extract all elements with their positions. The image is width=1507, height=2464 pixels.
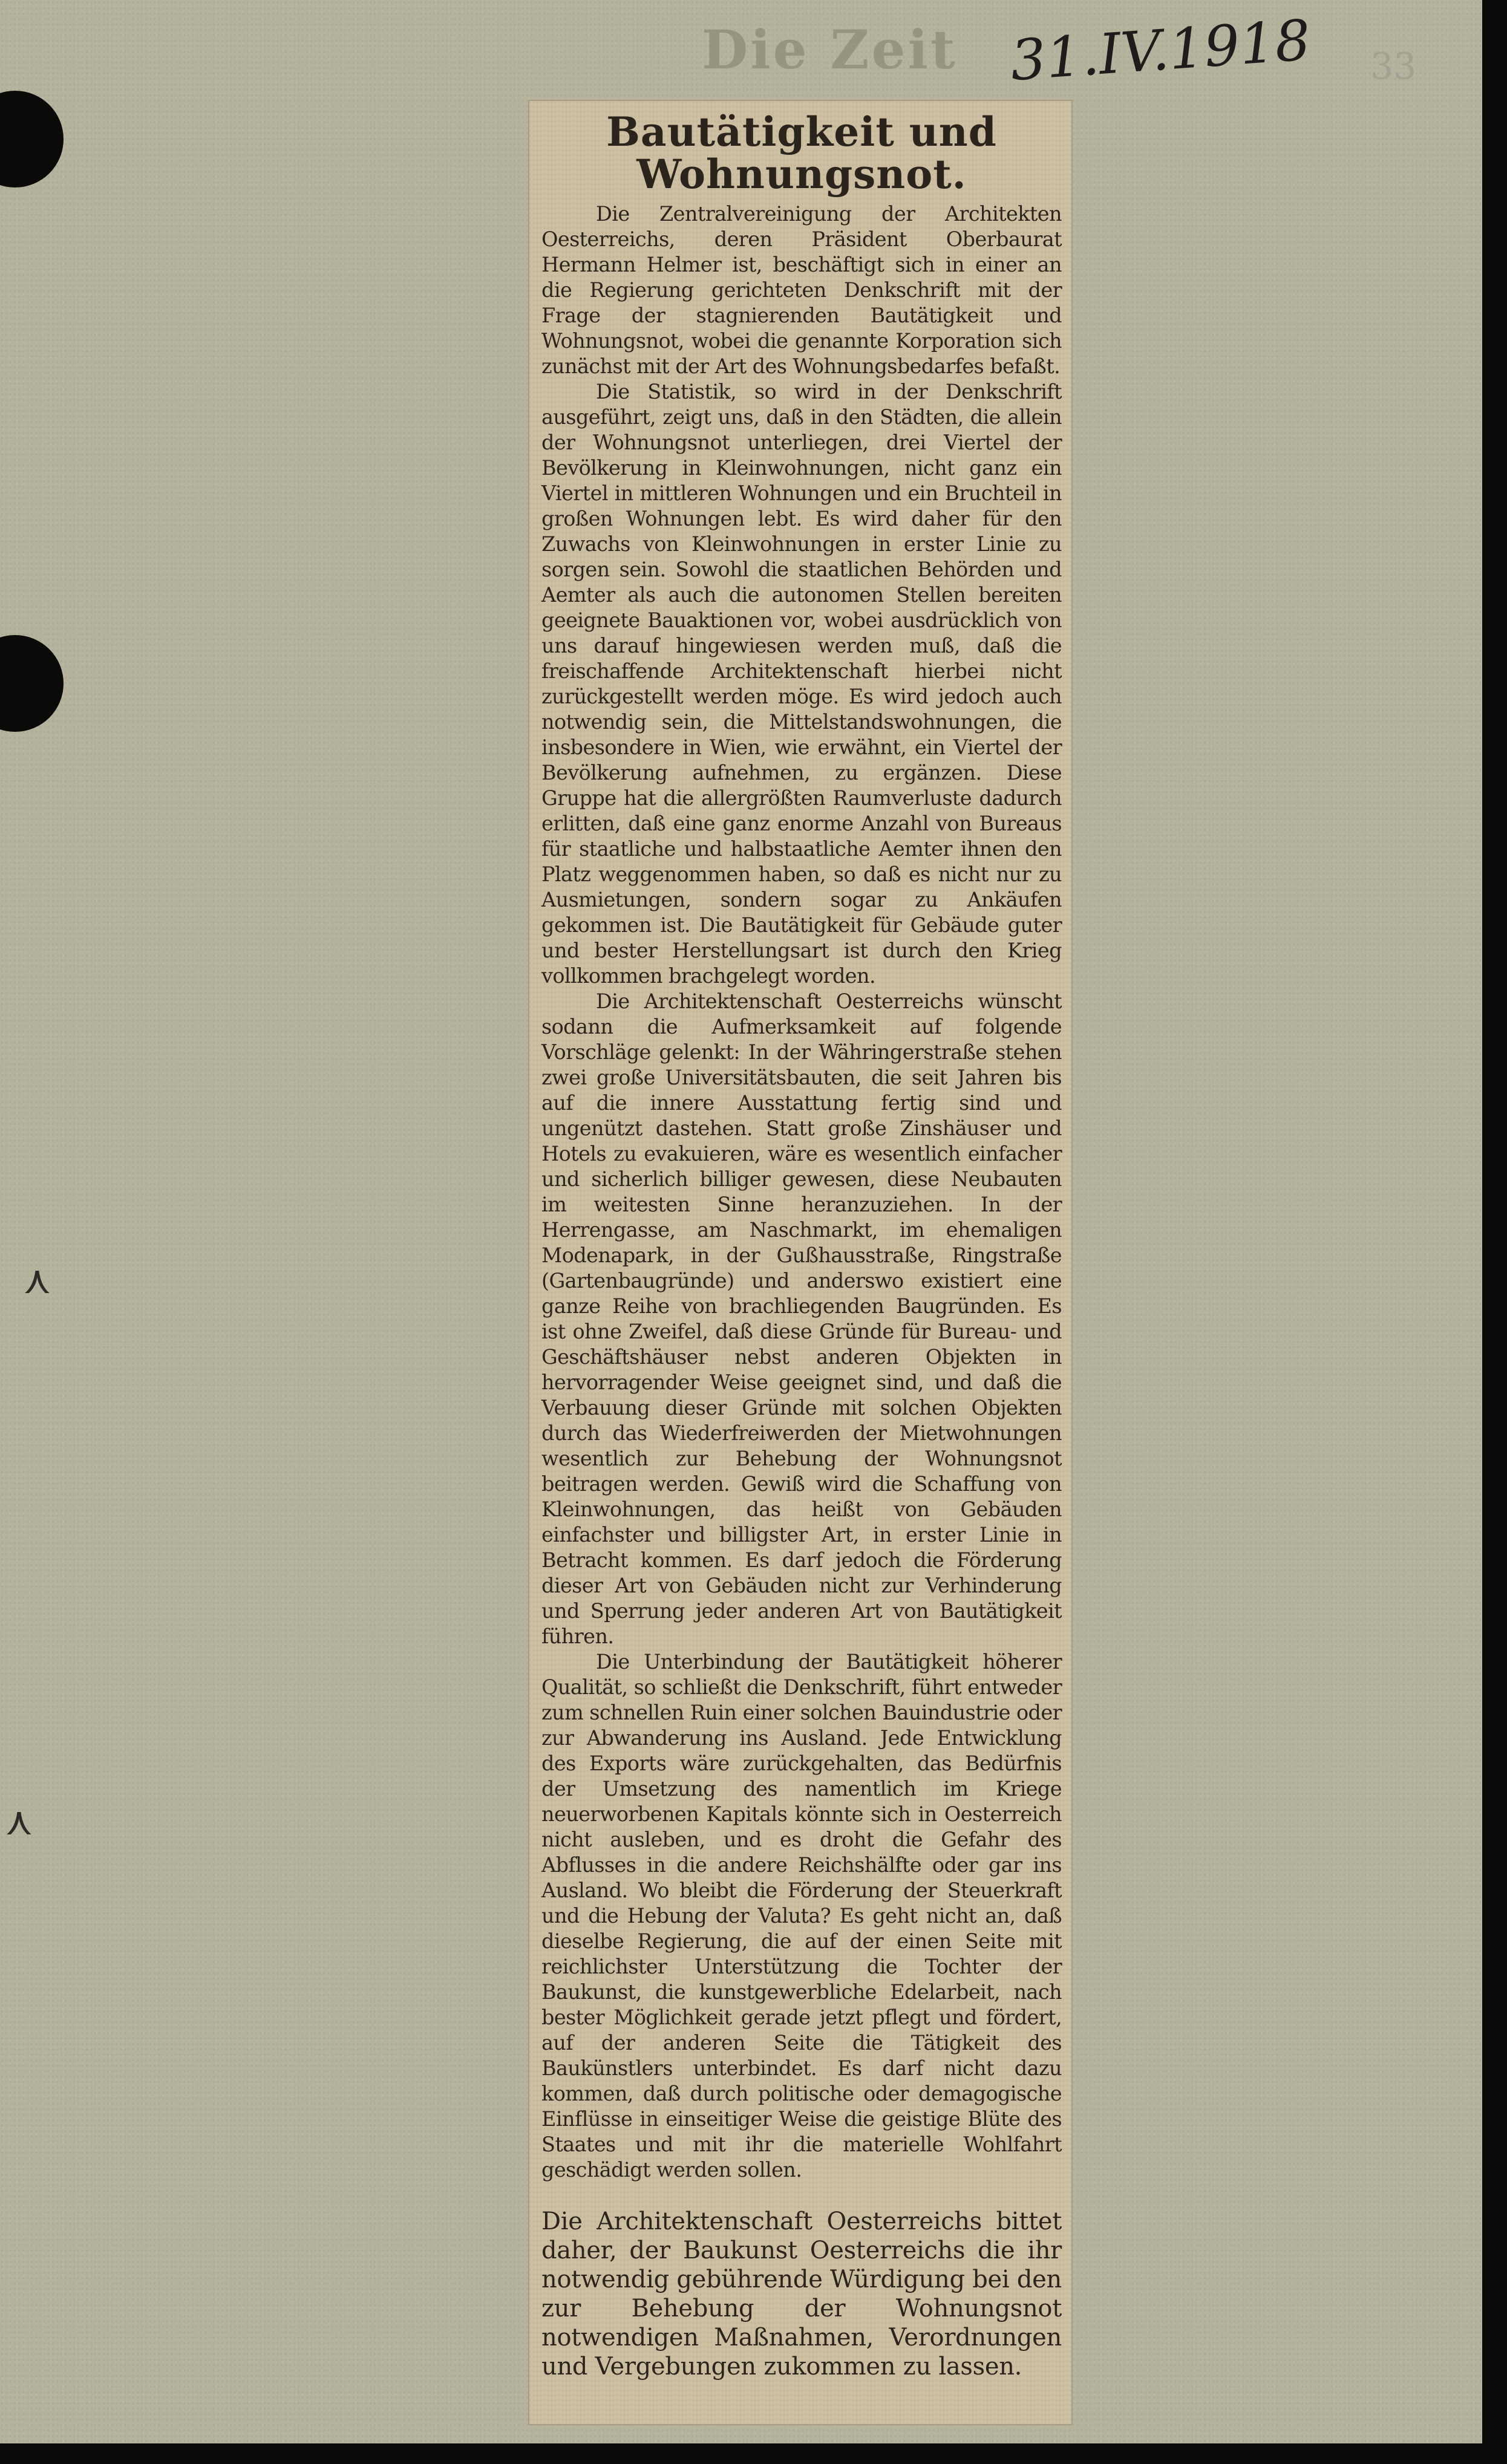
article-closing: Die Architektenschaft Oesterreichs bittet daher, der Baukunst Oesterreichs die ihr notwendig gebührende Würdigung bei den zur Behebung der Wohnungsnot notwendigen Maßnahmen, Verordnungen und Vergebungen zukommen zu lassen. (541, 2208, 1062, 2381)
folio-number: 33 (1370, 45, 1417, 88)
article-headline: Bautätigkeit und Wohnungsnot. (606, 108, 997, 198)
newspaper-clipping (528, 100, 1073, 2425)
article-body (541, 201, 1062, 2381)
article-paragraph: Die Zentralvereinigung der Architekten Oesterreichs, deren Präsident Oberbaurat Hermann Helmer ist, beschäftigt sich in einer an die Regierung gerichteten Denkschrift mit der Frage der stagnierenden Bautätigkeit und Wohnungsnot, wobei die genannte Korporation sich zunächst mit der Art des Wohnungsbedarfes befaßt. (541, 202, 1062, 378)
article-paragraph: Die Statistik, so wird in der Denkschrift ausgeführt, zeigt uns, daß in den Städten, die allein der Wohnungsnot unterliegen, drei Viertel der Bevölkerung in Kleinwohnungen, nicht ganz ein Viertel in mittleren Wohnungen und ein Bruchteil in großen Wohnungen lebt. Es wird daher für den Zuwachs von Kleinwohnungen in erster Linie zu sorgen sein. Sowohl die staatlichen Behörden und Aemter als auch die autonomen Stellen bereiten geeignete Bauaktionen vor, wobei ausdrücklich von uns darauf hingewiesen werden muß, daß die freischaffende Architektenschaft hierbei nicht zurückgestellt werden möge. Es wird jedoch auch notwendig sein, die Mittelstandswohnungen, die insbesondere in Wien, wie erwähnt, ein Viertel der Bevölkerung aufnehmen, zu ergänzen. Diese Gruppe hat die allergrößten Raumverluste dadurch erlitten, daß eine ganz enorme Anzahl von Bureaus für staatliche und halbstaatliche Aemter ihnen den Platz weggenommen haben, so daß es nicht nur zu Ausmietungen, sondern sogar zu Ankäufen gekommen ist. Die Bautätigkeit für Gebäude guter und bester Herstellungsart ist durch den Krieg vollkommen brachgelegt worden. (541, 380, 1062, 988)
punch-hole-top (0, 91, 64, 187)
margin-mark-icon: ⋏ (5, 1799, 33, 1844)
newspaper-masthead: Die Zeit (702, 18, 958, 81)
margin-mark-icon: ⋏ (23, 1258, 51, 1303)
punch-hole-bottom (0, 635, 64, 732)
article-paragraph: Die Architektenschaft Oesterreichs wünscht sodann die Aufmerksamkeit auf folgende Vorschläge gelenkt: In der Währingerstraße stehen zwei große Universitätsbauten, die seit Jahren bis auf die innere Ausstattung fertig sind und ungenützt dastehen. Statt große Zinshäuser und Hotels zu evakuieren, wäre es wesentlich einfacher und sicherlich billiger gewesen, diese Neubauten im weitesten Sinne heranzuziehen. In der Herrengasse, am Naschmarkt, im ehemaligen Modenapark, in der Gußhausstraße, Ringstraße (Gartenbaugründe) und anderswo existiert eine ganze Reihe von brachliegenden Baugründen. Es ist ohne Zweifel, daß diese Gründe für Bureau- und Geschäftshäuser nebst anderen Objekten in hervorragender Weise geeignet sind, und daß die Verbauung dieser Gründe mit solchen Objekten durch das Wiederfreiwerden der Mietwohnungen wesentlich zur Behebung der Wohnungsnot beitragen werden. Gewiß wird die Schaffung von Kleinwohnungen, das heißt von Gebäuden einfachster und billigster Art, in erster Linie in Betracht kommen. Es darf jedoch die Förderung dieser Art von Gebäuden nicht zur Verhinderung und Sperrung jeder anderen Art von Bautätigkeit führen. (541, 989, 1062, 1648)
article-paragraph: Die Unterbindung der Bautätigkeit höherer Qualität, so schließt die Denkschrift, führt entweder zum schnellen Ruin einer solchen Bauindustrie oder zur Abwanderung ins Ausland. Jede Entwicklung des Exports wäre zurückgehalten, das Bedürfnis der Umsetzung des namentlich im Kriege neuerworbenen Kapitals könnte sich in Oesterreich nicht ausleben, und es droht die Gefahr des Abflusses in die andere Reichshälfte oder gar ins Ausland. Wo bleibt die Förderung der Steuerkraft und die Hebung der Valuta? Es geht nicht an, daß dieselbe Regierung, die auf der einen Seite mit reichlichster Unterstützung die Tochter der Baukunst, die kunstgewerbliche Edelarbeit, nach bester Möglichkeit gerade jetzt pflegt und fördert, auf der anderen Seite die Tätigkeit des Baukünstlers unterbindet. Es darf nicht dazu kommen, daß durch politische oder demagogische Einflüsse in einseitiger Weise die geistige Blüte des Staates und mit ihr die materielle Wohlfahrt geschädigt werden sollen. (541, 1650, 1062, 2182)
handwritten-date: 31.IV.1918 (1008, 7, 1313, 94)
